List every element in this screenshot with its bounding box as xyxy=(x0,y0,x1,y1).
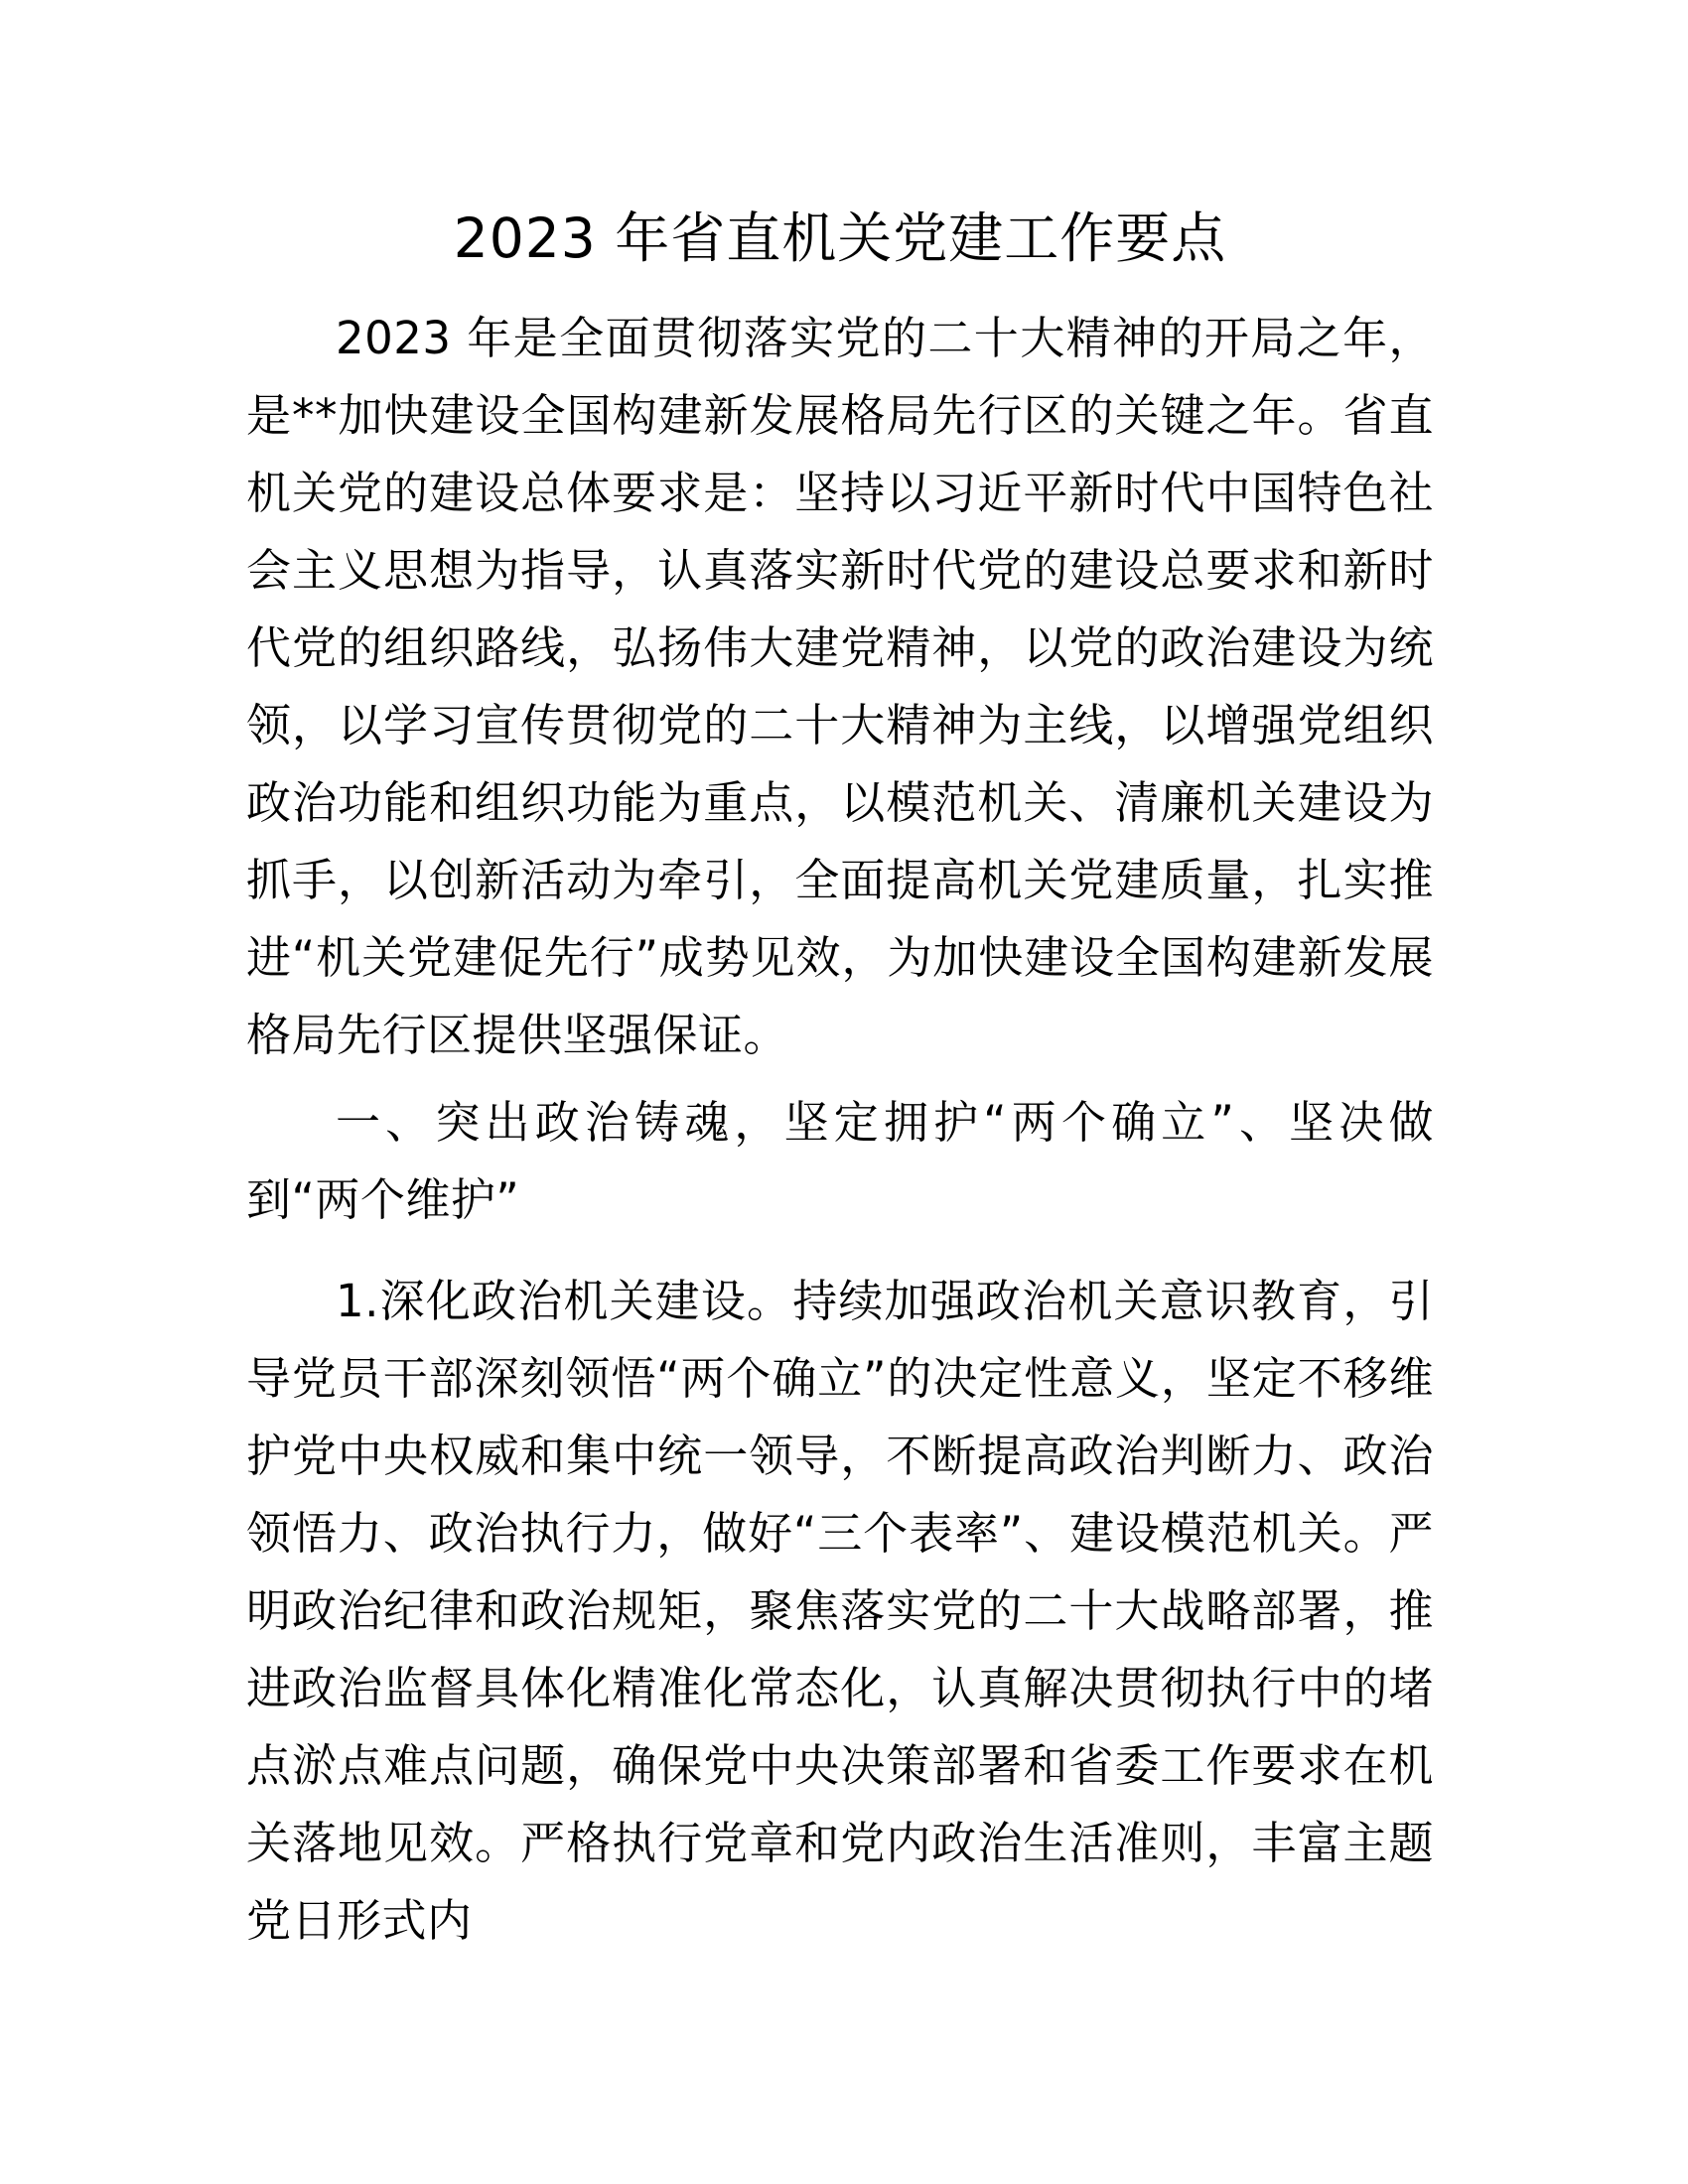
document-title: 2023 年省直机关党建工作要点 xyxy=(453,206,1227,270)
intro-paragraph: 2023 年是全面贯彻落实党的二十大精神的开局之年，是**加快建设全国构建新发展格局先行区的关键之年。省直机关党的建设总体要求是：坚持以习近平新时代中国特色社会主义思想为指导，认真落实新时代党的建设总要求和新时代党的组织路线，弘扬伟大建党精神，以党的政治建设为统领，以学习宣传贯彻党的二十大精神为主线，以增强党组织政治功能和组织功能为重点，以模范机关、清廉机关建设为抓手，以创新活动为牵引，全面提高机关党建质量，扎实推进“机关党建促先行”成势见效，为加快建设全国构建新发展格局先行区提供坚强保证。 xyxy=(246,312,1434,1061)
section-heading-1: 一、突出政治铸魂，坚定拥护“两个确立”、坚决做到“两个维护” xyxy=(246,1096,1434,1226)
item-paragraph-1: 1.深化政治机关建设。持续加强政治机关意识教育，引导党员干部深刻领悟“两个确立”的决定性意义，坚定不移维护党中央权威和集中统一领导，不断提高政治判断力、政治领悟力、政治执行力，做好“三个表率”、建设模范机关。严明政治纪律和政治规矩，聚焦落实党的二十大战略部署，推进政治监督具体化精准化常态化，认真解决贯彻执行中的堵点淤点难点问题，确保党中央决策部署和省委工作要求在机关落地见效。严格执行党章和党内政治生活准则，丰富主题党日形式内 xyxy=(246,1275,1434,1947)
